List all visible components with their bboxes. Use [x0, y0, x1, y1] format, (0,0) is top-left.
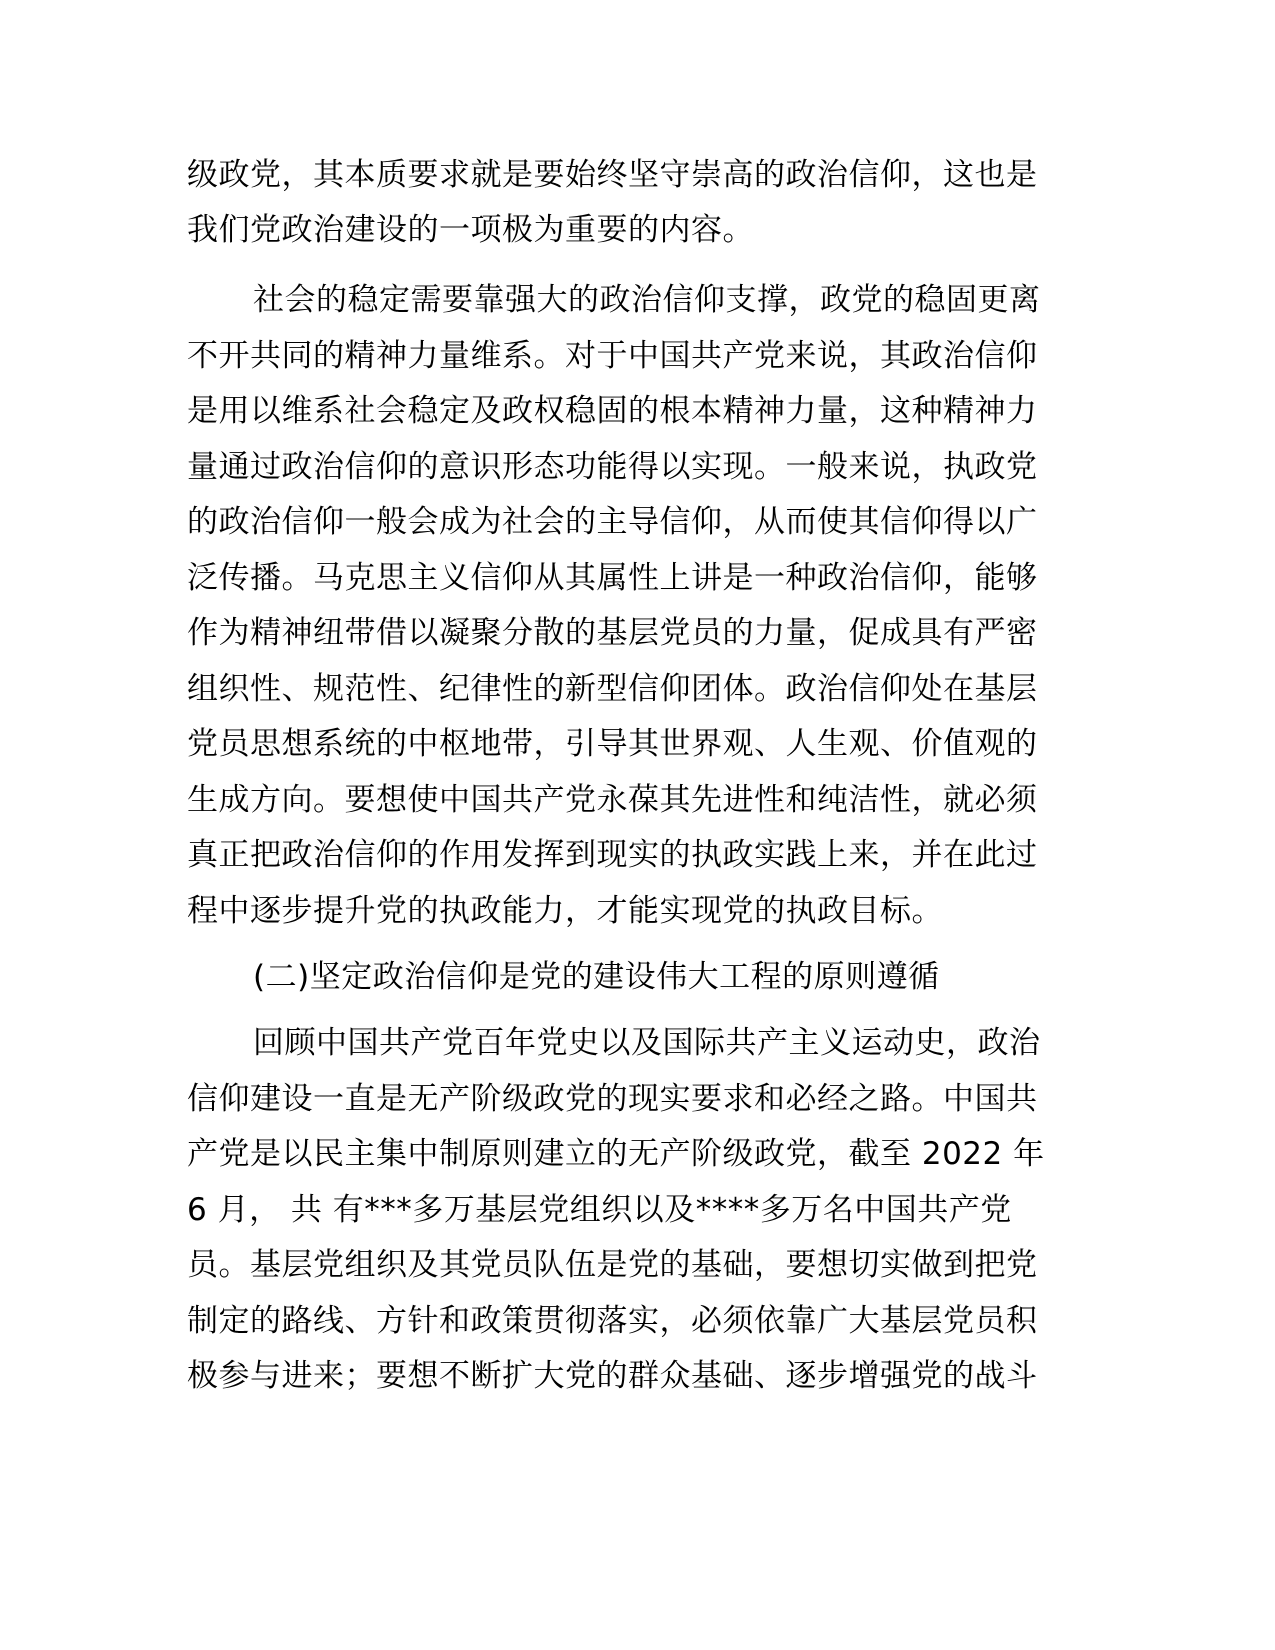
text-line: 组织性、规范性、纪律性的新型信仰团体。政治信仰处在基层: [187, 671, 1038, 707]
text-line: 员。基层党组织及其党员队伍是党的基础，要想切实做到把党: [187, 1247, 1038, 1283]
text-line: 党员思想系统的中枢地带，引导其世界观、人生观、价值观的: [187, 726, 1038, 762]
text-line: 作为精神纽带借以凝聚分散的基层党员的力量，促成具有严密: [187, 615, 1038, 651]
text-line: 制定的路线、方针和政策贯彻落实，必须依靠广大基层党员积: [187, 1303, 1038, 1339]
text-line: 量通过政治信仰的意识形态功能得以实现。一般来说，执政党: [187, 449, 1038, 485]
paragraph-first-line: 回顾中国共产党百年党史以及国际共产主义运动史，政治: [253, 1025, 1041, 1061]
text-line: 程中逐步提升党的执政能力，才能实现党的执政目标。: [187, 893, 943, 929]
text-line: 6 月， 共 有***多万基层党组织以及****多万名中国共产党: [187, 1192, 1012, 1228]
section-heading: (二)坚定政治信仰是党的建设伟大工程的原则遵循: [253, 959, 940, 995]
text-line: 是用以维系社会稳定及政权稳固的根本精神力量，这种精神力: [187, 393, 1038, 429]
text-line: 级政党，其本质要求就是要始终坚守崇高的政治信仰，这也是: [187, 157, 1038, 193]
text-line: 产党是以民主集中制原则建立的无产阶级政党，截至 2022 年: [187, 1136, 1045, 1172]
paragraph-first-line: 社会的稳定需要靠强大的政治信仰支撑，政党的稳固更离: [253, 282, 1041, 318]
text-line: 我们党政治建设的一项极为重要的内容。: [187, 212, 754, 248]
text-line: 生成方向。要想使中国共产党永葆其先进性和纯洁性，就必须: [187, 782, 1038, 818]
text-line: 不开共同的精神力量维系。对于中国共产党来说，其政治信仰: [187, 338, 1038, 374]
text-line: 信仰建设一直是无产阶级政党的现实要求和必经之路。中国共: [187, 1081, 1038, 1117]
text-line: 泛传播。马克思主义信仰从其属性上讲是一种政治信仰，能够: [187, 560, 1038, 596]
text-line: 真正把政治信仰的作用发挥到现实的执政实践上来，并在此过: [187, 837, 1038, 873]
text-line: 极参与进来；要想不断扩大党的群众基础、逐步增强党的战斗: [187, 1358, 1038, 1394]
text-line: 的政治信仰一般会成为社会的主导信仰，从而使其信仰得以广: [187, 504, 1038, 540]
